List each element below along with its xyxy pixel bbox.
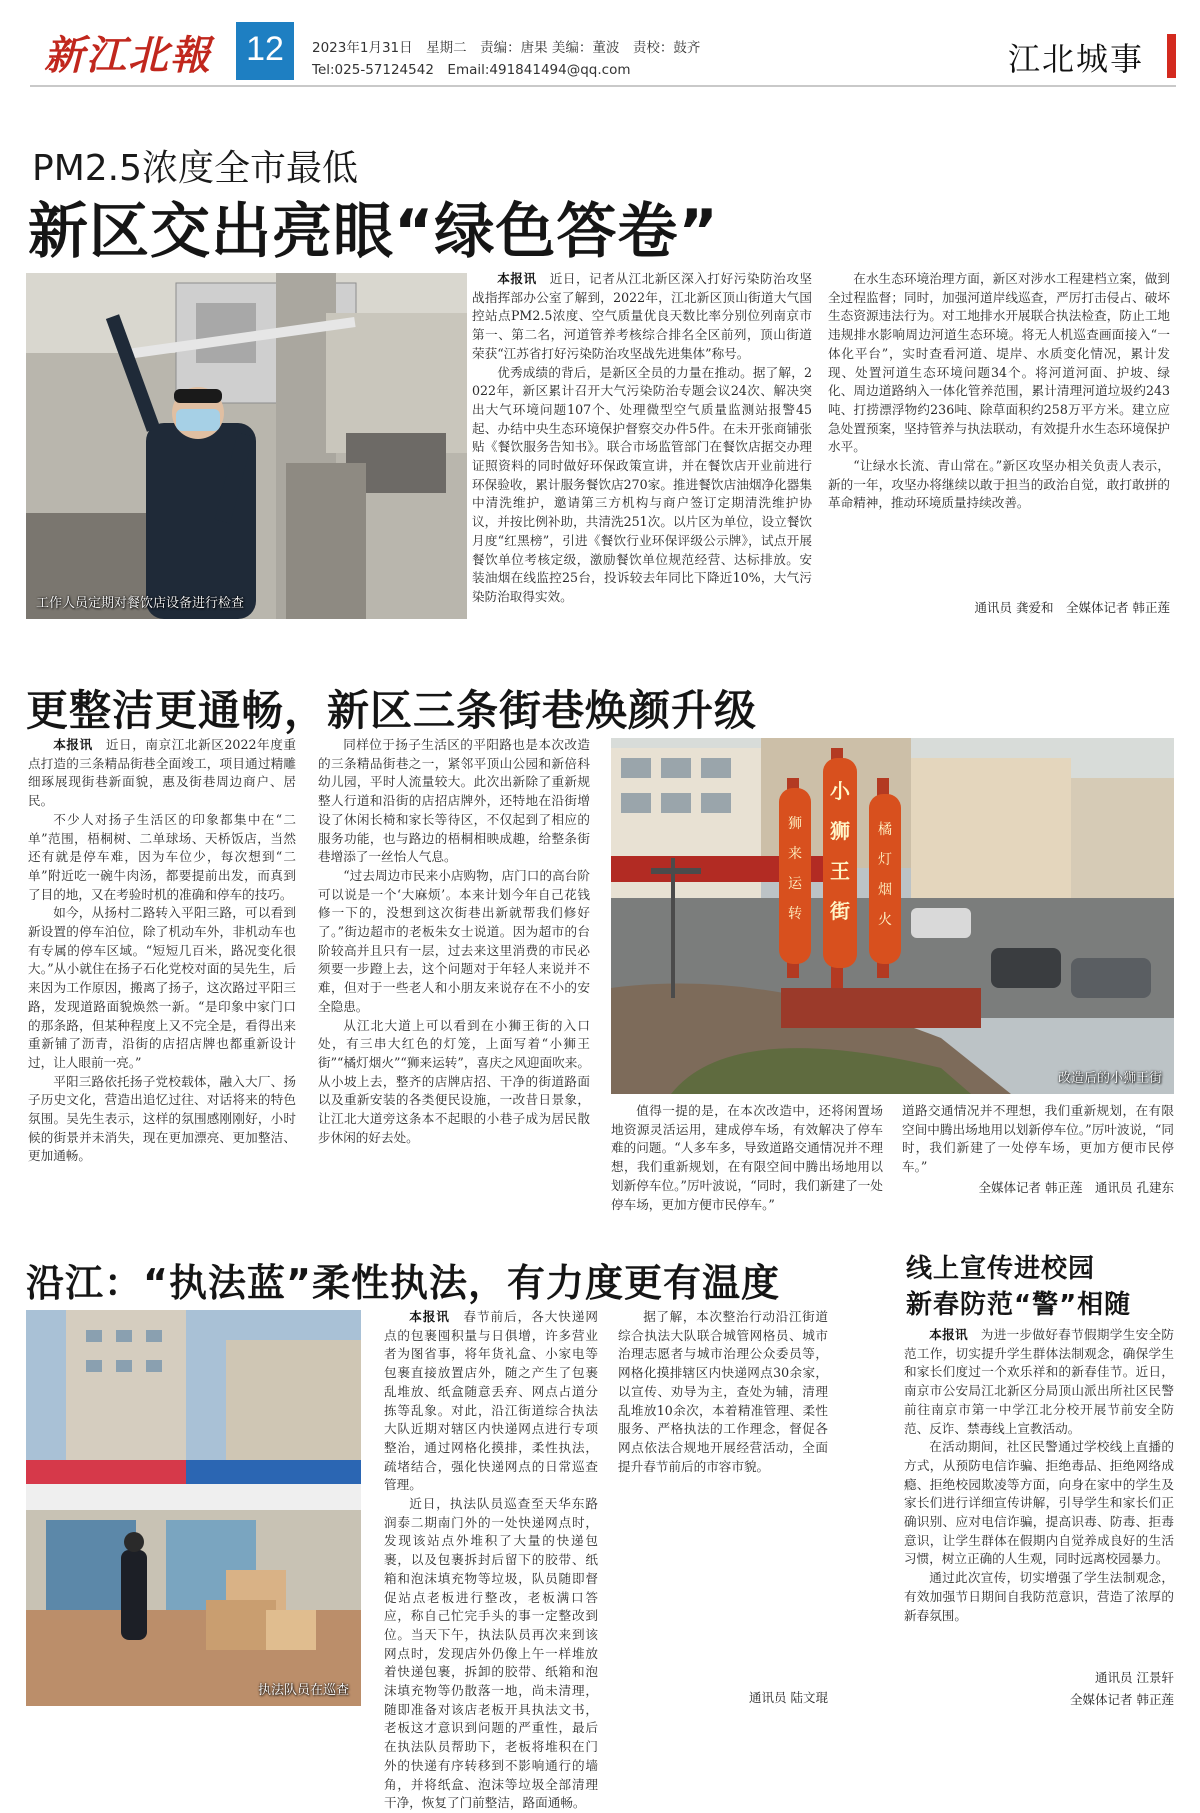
- article-1-photo-caption: 工作人员定期对餐饮店设备进行检查: [36, 596, 245, 611]
- article-3-photo: [26, 1310, 361, 1706]
- article-4-body: [904, 1326, 1174, 1668]
- lantern-text-2: 狮: [830, 819, 850, 843]
- article-4-lead: 本报讯: [929, 1327, 968, 1342]
- page-number: 12: [246, 30, 284, 68]
- lion-king-street-image: [611, 738, 1174, 1094]
- masthead: [0, 0, 1200, 86]
- article-2-lead: 本报讯: [53, 737, 93, 752]
- article-1-p4: “让绿水长流、青山常在。”新区攻坚办相关负责人表示，新的一年，攻坚办将继续以敢于担当的政治自觉，敢打敢拼的革命精神，推动环境质量持续改善。: [828, 458, 1170, 511]
- article-3-photo-caption: 执法队员在巡查: [257, 1683, 349, 1698]
- article-1-lead: 本报讯: [497, 271, 537, 286]
- lantern-text-9: 橘: [878, 822, 892, 838]
- article-1-p3: 在水生态环境治理方面，新区对涉水工程建档立案，做到全过程监督；同时，加强河道岸线巡查，严厉打击侵占、破坏生态资源违法行为。对工地排水开展联合执法检查，防止工地违规排水影响周边河道生态环境。将无人机巡查画面接入“一体化平台”，实时查看河道、堤岸、水质变化情况，累计发现、处置河道生态环境问题34个。将河道河面、护坡、绿化、周边道路纳入一体化管养范围，累计清理河道垃圾约243吨、打捞漂浮物约236吨、除草面积约258万平方米。建立应急处置预案，坚持管养与执法联动，有效提升水生态环境保护水平。: [828, 271, 1170, 455]
- section-accent-bar: [1167, 34, 1176, 78]
- article-4-headline-line2: 新春防范“警”相随: [906, 1290, 1132, 1320]
- section-name: 江北城事: [1008, 40, 1145, 78]
- article-3-col2: [618, 1308, 828, 1686]
- lantern-text-4: 街: [830, 899, 850, 923]
- lantern-text-1: 小: [830, 779, 850, 803]
- article-2-col1: [28, 736, 296, 1196]
- enforcement-patrol-image: [26, 1310, 361, 1706]
- article-4-p1: 为进一步做好春节假期学生安全防范工作，切实提升学生群体法制观念，确保学生和家长们度过一个欢乐祥和的新春佳节。近日，南京市公安局江北新区分局顶山派出所社区民警前往南京市第一中学江北分校开展节前安全防范、反诈、禁毒线上宣教活动。: [904, 1327, 1175, 1436]
- lantern-text-12: 火: [878, 912, 892, 928]
- article-3-p3: 据了解，本次整治行动沿江街道综合执法大队联合城管网格员、城市治理志愿者与城市治理公众委员等，网格化摸排辖区内快递网点30余家，以宣传、劝导为主，查处为辅，清理乱堆放10余次，本着精准管理、柔性服务、严格执法的工作理念，督促各网点依法合规地开展经营活动，全面提升春节前后的市容市貌。: [618, 1309, 828, 1474]
- article-2-p8-continued: 道路交通情况并不理想，我们重新规划，在有限空间中腾出场地用以划新停车位。”厉叶波说，“同时，我们新建了一处停车场，更加方便市民停车。”: [902, 1103, 1174, 1175]
- article-3-p2: 近日，执法队员巡查至天华东路润泰二期南门外的一处快递网点时，发现该站点外堆积了大量的快递包裹，以及包裹拆封后留下的胶带、纸箱和泡沫填充物等垃圾，队员随即督促站点老板进行整改，老板满口答应，称自己忙完手头的事一定整改到位。当天下午，执法队员再次来到该网点时，发现店外仍像上午一样堆放着快递包裹，拆卸的胶带、纸箱和泡沫填充物等仍散落一地，尚未清理，随即准备对该店老板开具执法文书，老板这才意识到问题的严重性，最后在执法队员帮助下，老板将堆积在门外的快递有序转移到不影响通行的墙角，并将纸盒、泡沫等垃圾全部清理干净，恢复了门前整洁，路面通畅。: [384, 1496, 598, 1811]
- lantern-text-5: 狮: [788, 816, 802, 832]
- article-1-byline: 通讯员 龚爱和 全媒体记者 韩正莲: [974, 600, 1170, 615]
- article-2-photo: [611, 738, 1174, 1094]
- newspaper-logo: 新江北報: [44, 32, 212, 79]
- lantern-text-10: 灯: [878, 852, 892, 868]
- article-1-p1: 近日，记者从江北新区深入打好污染防治攻坚战指挥部办公室了解到，2022年，江北新区顶山街道大气国控站点PM2.5浓度、空气质量优良天数比率分别位列南京市第一、第二名，河道管养考核综合排名全区前列，顶山街道荣获“江苏省打好污染防治攻坚战先进集体”称号。: [472, 271, 813, 361]
- article-2-col4-continued: [902, 1102, 1174, 1176]
- lantern-text-8: 转: [788, 906, 802, 922]
- article-2-p3: 如今，从扬村二路转入平阳三路，可以看到新设置的停车泊位，除了机动车外，非机动车也有专属的停车区域。“短短几百米，路况变化很大。”从小就住在扬子石化党校对面的吴先生，后来因为工作原因，搬离了扬子，这次路过平阳三路，发现道路面貌焕然一新。“是印象中家门口的那条路，但某种程度上又不完全是，看得出来重新铺了沥青，沿街的店招店牌也都重新设计过，让人眼前一亮。”: [28, 905, 296, 1070]
- article-2-byline: 全媒体记者 韩正莲 通讯员 孔建东: [978, 1180, 1174, 1195]
- article-2-p7: 从江北大道上可以看到在小狮王街的入口处，有三串大红色的灯笼，上面写着“小狮王街”“橘灯烟火”“狮来运转”，喜庆之风迎面吹来。从小坡上去，整齐的店牌店招、干净的街道路面以及重新安装的各类便民设施，一改昔日景象，让江北大道旁这条本不起眼的小巷子成为居民散步休闲的好去处。: [318, 1017, 590, 1145]
- article-4-byline-a: 通讯员 江景轩: [1095, 1670, 1174, 1685]
- article-2-col3: [611, 1102, 883, 1212]
- article-1-p2: 优秀成绩的背后，是新区全员的力量在推动。据了解，2022年，新区累计召开大气污染防治专题会议24次、解决突出大气环境问题107个、处理微型空气质量监测站报警45起、办结中央生态环境保护督察交办件5件。在未开张商铺张贴《餐饮服务告知书》。联合市场监管部门在餐饮店据交办理证照资料的同时做好环保政策宣讲，并在餐饮店开业前进行环保验收，累计服务餐饮店270家。推进餐饮店油烟净化器集中清洗维护，邀请第三方机构与商户签订定期清洗维护协议，并按比例补助，共清洗251次。以片区为单位，设立餐饮月度“红黑榜”，引进《餐饮行业环保评级公示牌》，试点开展餐饮单位考核定级，激励餐饮单位规范经营、达标排放。安装油烟在线监控25台，投诉较去年同比下降近10%，大气污染防治取得实效。: [472, 364, 812, 604]
- lantern-text-3: 王: [830, 859, 850, 883]
- lantern-text-11: 烟: [878, 882, 892, 898]
- article-3-byline: 通讯员 陆文琨: [749, 1690, 828, 1705]
- article-2-p6: “过去周边市民来小店购物，店门口的高台阶可以说是一个‘大麻烦’。本来计划今年自己花钱修一下的，没想到这次街巷出新就帮我们修好了。”街边超市的老板朱女士说道。因为超市的台阶较高并且只有一层，过去来这里消费的市民必须要一步蹬上去，这个问题对于年轻人来说并不难，但对于一些老人和小朋友来说存在不小的安全隐患。: [318, 867, 590, 1014]
- article-4-headline-line1: 线上宣传进校园: [906, 1254, 1096, 1284]
- article-1-photo: [26, 273, 467, 619]
- article-3-p1: 春节前后，各大快递网点的包裹囤积量与日俱增，许多营业者为图省事，将年货礼盒、小家电等包裹直接放置店外，随之产生了包裹乱堆放、纸盒随意丢弃、网点占道分拣等乱象。对此，沿江街道综合执法大队近期对辖区内快递网点进行专项整治，通过网格化摸排，柔性执法，疏堵结合，强化快递网点的日常巡查管理。: [384, 1309, 599, 1493]
- article-1-body-col2: [828, 270, 1170, 595]
- article-2-p1: 近日，南京江北新区2022年度重点打造的三条精品街巷全面竣工，项目通过精雕细琢展现街巷新面貌，惠及街巷周边商户、居民。: [28, 737, 296, 809]
- article-3-headline: 沿江：“执法蓝”柔性执法，有力度更有温度: [26, 1261, 780, 1305]
- article-3-lead: 本报讯: [409, 1309, 450, 1324]
- article-3-col1: [384, 1308, 599, 1811]
- article-2-photo-caption: 改造后的小狮王街: [1057, 1071, 1162, 1086]
- article-1-body: [472, 270, 812, 618]
- contact-line: Tel:025-57124542 Email:491841494@qq.com: [312, 62, 631, 78]
- lantern-text-7: 运: [788, 876, 802, 892]
- article-1-headline: 新区交出亮眼“绿色答卷”: [28, 197, 719, 267]
- article-4-p2: 在活动期间，社区民警通过学校线上直播的方式，从预防电信诈骗、拒绝毒品、拒绝网络成瘾、拒绝校园欺凌等方面，向身在家中的学生及家长们进行详细宣传讲解，引导学生和家长们正确识别、应对电信诈骗，提高识毒、防毒、拒毒意识，让学生群体在假期内自觉养成良好的生活习惯，树立正确的人生观，同时远离校园暴力。: [904, 1439, 1174, 1567]
- page-number-badge: [236, 22, 294, 80]
- article-2-p2: 不少人对扬子生活区的印象都集中在“二单”范围，梧桐树、二单球场、天桥饭店，当然还有就是停车难，因为车位少，每次想到“二单”附近吃一碗牛肉汤，都要提前出发，而真到了目的地，又在考验时机的准确和停车的技巧。: [28, 811, 296, 902]
- article-2-col2: [318, 736, 590, 1196]
- article-2-p5: 同样位于扬子生活区的平阳路也是本次改造的三条精品街巷之一，紧邻平顶山公园和新倍科幼儿园，平时人流量较大。此次出新除了重新规整人行道和沿街的店招店牌外，还特地在沿街增设了休闲长椅和家长等待区，不仅起到了相应的服务功能，也与路边的梧桐相映成趣，给整条街巷增添了一丝怡人气息。: [318, 737, 590, 865]
- masthead-rule: [30, 85, 1176, 87]
- date-line: 2023年1月31日 星期二 责编：唐果 美编：董波 责校：鼓齐: [312, 40, 701, 56]
- kitchen-inspection-image: [26, 273, 467, 619]
- article-2-p4: 平阳三路依托扬子党校载体，融入大厂、扬子历史文化，营造出追忆过往、对话将来的特色氛围。吴先生表示，这样的氛围感刚刚好，小时候的街景并未消失，现在更加漂亮、更加整洁、更加通畅。: [28, 1073, 296, 1164]
- article-1-kicker: PM2.5浓度全市最低: [32, 148, 359, 189]
- article-4-byline-b: 全媒体记者 韩正莲: [1070, 1692, 1174, 1707]
- lantern-text-6: 来: [788, 846, 802, 862]
- article-4-p3: 通过此次宣传，切实增强了学生法制观念，有效加强节日期间自我防范意识，营造了浓厚的新春氛围。: [904, 1570, 1174, 1623]
- article-2-headline: 更整洁更通畅，新区三条街巷焕颜升级: [26, 686, 758, 735]
- article-2-p8: 值得一提的是，在本次改造中，还将闲置场地资源灵活运用，建成停车场，有效解决了停车难的问题。“人多车多，导致道路交通情况并不理想，我们重新规划，在有限空间中腾出场地用以划新停车位。”厉叶波说，“同时，我们新建了一处停车场，更加方便市民停车。”: [611, 1103, 883, 1212]
